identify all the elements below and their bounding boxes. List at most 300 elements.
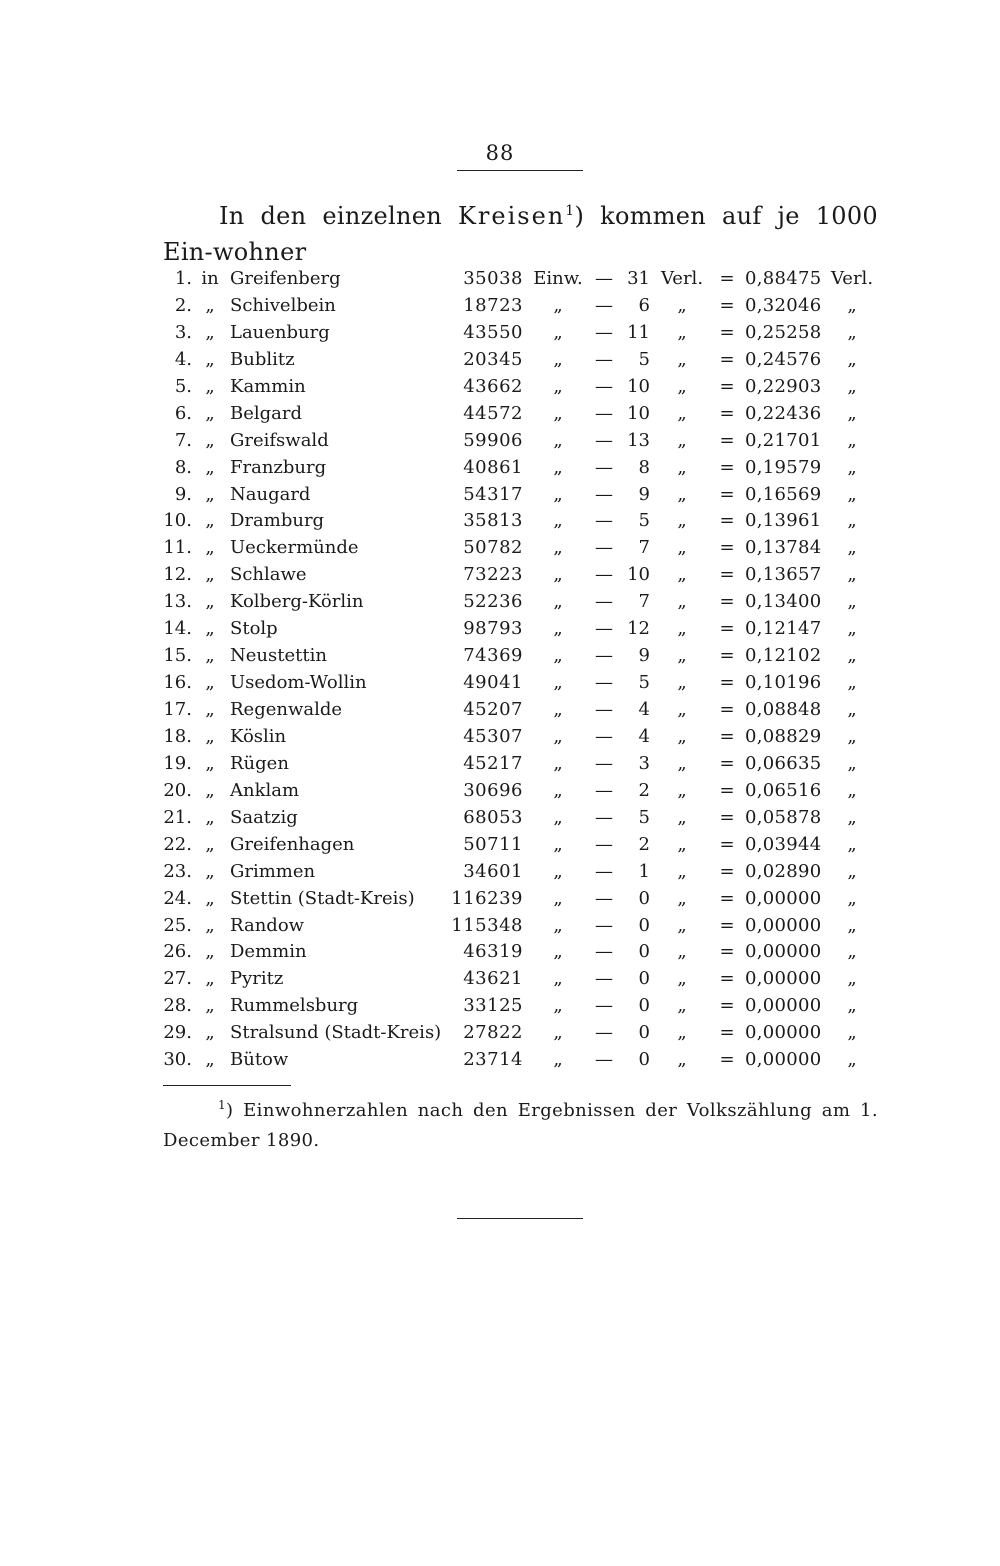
rate-unit: „ xyxy=(847,564,857,586)
table-row xyxy=(0,455,1000,482)
offence-unit: „ xyxy=(677,995,687,1017)
offence-unit: „ xyxy=(677,645,687,667)
offence-count: 0 xyxy=(638,1022,650,1044)
offence-count: 2 xyxy=(638,833,650,855)
table-row xyxy=(0,1047,1000,1074)
row-number: 4. xyxy=(174,348,192,370)
rate-unit: „ xyxy=(847,645,857,667)
table-row xyxy=(0,966,1000,993)
offence-count: 1 xyxy=(638,860,650,882)
dash: — xyxy=(595,483,613,505)
dash: — xyxy=(595,537,613,559)
dash: — xyxy=(595,321,613,343)
population-unit: „ xyxy=(553,968,563,990)
equals-sign: = xyxy=(719,1049,735,1071)
equals-sign: = xyxy=(719,483,735,505)
offence-count: 4 xyxy=(638,725,650,747)
population-unit: „ xyxy=(553,321,563,343)
offence-unit: „ xyxy=(677,294,687,316)
row-number: 28. xyxy=(163,995,192,1017)
population: 54317 xyxy=(463,483,523,505)
rate-per-1000: 0,22903 xyxy=(745,375,822,397)
row-prefix: „ xyxy=(205,510,215,532)
rate-per-1000: 0,12102 xyxy=(745,645,822,667)
row-number: 2. xyxy=(174,294,192,316)
rate-per-1000: 0,08848 xyxy=(745,699,822,720)
population: 43662 xyxy=(463,375,523,397)
population-unit: „ xyxy=(553,564,563,586)
table-row xyxy=(0,347,1000,374)
population-unit: „ xyxy=(553,348,563,370)
equals-sign: = xyxy=(719,645,735,667)
offence-unit: „ xyxy=(677,779,687,801)
dash: — xyxy=(595,402,613,424)
dash: — xyxy=(595,294,613,316)
equals-sign: = xyxy=(719,591,735,613)
row-number: 30. xyxy=(163,1049,192,1071)
rate-unit: „ xyxy=(847,914,857,936)
rate-unit: „ xyxy=(847,510,857,532)
table-row xyxy=(0,939,1000,966)
heading-text-start: In den einzelnen xyxy=(219,202,443,230)
rate-per-1000: 0,00000 xyxy=(745,914,822,936)
rate-unit: „ xyxy=(847,483,857,505)
rate-unit: „ xyxy=(847,537,857,559)
offence-unit: „ xyxy=(677,752,687,774)
population: 49041 xyxy=(463,672,523,694)
district-name: Greifenberg xyxy=(230,268,341,289)
population: 43621 xyxy=(463,968,523,990)
table-row xyxy=(0,697,1000,724)
table-row xyxy=(0,401,1000,428)
district-name: Belgard xyxy=(230,402,303,424)
rate-unit: „ xyxy=(847,887,857,909)
row-number: 23. xyxy=(163,860,192,882)
row-number: 1. xyxy=(174,268,192,289)
table-row xyxy=(0,266,1000,293)
population: 43550 xyxy=(463,321,523,343)
dash: — xyxy=(595,887,613,909)
offence-unit: „ xyxy=(677,860,687,882)
offence-unit: „ xyxy=(677,699,687,720)
rate-per-1000: 0,10196 xyxy=(745,672,822,694)
population-unit: „ xyxy=(553,645,563,667)
equals-sign: = xyxy=(719,725,735,747)
dash: — xyxy=(595,699,613,720)
offence-unit: „ xyxy=(677,537,687,559)
equals-sign: = xyxy=(719,672,735,694)
row-prefix: „ xyxy=(205,1049,215,1071)
population-unit: „ xyxy=(553,294,563,316)
offence-count: 9 xyxy=(638,645,650,667)
dash: — xyxy=(595,672,613,694)
equals-sign: = xyxy=(719,860,735,882)
offence-unit: „ xyxy=(677,941,687,963)
dash: — xyxy=(595,1022,613,1044)
rate-per-1000: 0,16569 xyxy=(745,483,822,505)
population-unit: „ xyxy=(553,887,563,909)
row-number: 27. xyxy=(163,968,192,990)
table-row xyxy=(0,832,1000,859)
offence-count: 5 xyxy=(638,672,650,694)
population-unit: „ xyxy=(553,483,563,505)
rate-unit: „ xyxy=(847,618,857,640)
offence-unit: Verl. xyxy=(660,268,704,289)
offence-unit: „ xyxy=(677,1022,687,1044)
district-name: Bütow xyxy=(230,1049,289,1071)
row-number: 19. xyxy=(163,752,192,774)
dash: — xyxy=(595,752,613,774)
rate-unit: „ xyxy=(847,456,857,478)
row-prefix: „ xyxy=(205,806,215,828)
rate-unit: „ xyxy=(847,294,857,316)
population-unit: „ xyxy=(553,537,563,559)
row-prefix: „ xyxy=(205,887,215,909)
rate-per-1000: 0,24576 xyxy=(745,348,822,370)
population: 44572 xyxy=(463,402,523,424)
table-row xyxy=(0,724,1000,751)
offence-count: 7 xyxy=(638,591,650,613)
district-name: Lauenburg xyxy=(230,321,330,343)
population: 18723 xyxy=(463,294,523,316)
rate-unit: „ xyxy=(847,699,857,720)
district-name: Neustettin xyxy=(230,645,327,667)
row-number: 13. xyxy=(163,591,192,613)
population-unit: „ xyxy=(553,591,563,613)
population-unit: „ xyxy=(553,860,563,882)
row-number: 24. xyxy=(163,887,192,909)
district-name: Greifswald xyxy=(230,429,329,451)
row-number: 21. xyxy=(163,806,192,828)
offence-unit: „ xyxy=(677,375,687,397)
table-row xyxy=(0,859,1000,886)
population-unit: Einw. xyxy=(533,268,583,289)
dash: — xyxy=(595,968,613,990)
population: 59906 xyxy=(463,429,523,451)
row-prefix: „ xyxy=(205,941,215,963)
row-prefix: „ xyxy=(205,645,215,667)
population-unit: „ xyxy=(553,456,563,478)
equals-sign: = xyxy=(719,618,735,640)
dash: — xyxy=(595,429,613,451)
closing-rule xyxy=(457,1218,583,1219)
district-name: Naugard xyxy=(230,483,311,505)
row-prefix: „ xyxy=(205,699,215,720)
population: 73223 xyxy=(463,564,523,586)
population-unit: „ xyxy=(553,995,563,1017)
row-prefix: „ xyxy=(205,914,215,936)
dash: — xyxy=(595,348,613,370)
rate-per-1000: 0,88475 xyxy=(745,268,822,289)
population: 45307 xyxy=(463,725,523,747)
row-number: 8. xyxy=(174,456,192,478)
population-unit: „ xyxy=(553,510,563,532)
population: 30696 xyxy=(463,779,523,801)
district-name: Schlawe xyxy=(230,564,307,586)
equals-sign: = xyxy=(719,402,735,424)
population: 74369 xyxy=(463,645,523,667)
row-number: 11. xyxy=(163,537,192,559)
rate-unit: „ xyxy=(847,968,857,990)
equals-sign: = xyxy=(719,968,735,990)
rate-per-1000: 0,25258 xyxy=(745,321,822,343)
offence-count: 12 xyxy=(627,618,650,640)
offence-count: 8 xyxy=(638,456,650,478)
equals-sign: = xyxy=(719,375,735,397)
rate-per-1000: 0,13784 xyxy=(745,537,822,559)
rate-per-1000: 0,00000 xyxy=(745,1022,822,1044)
row-number: 3. xyxy=(174,321,192,343)
population-unit: „ xyxy=(553,779,563,801)
offence-count: 4 xyxy=(638,699,650,720)
table-row xyxy=(0,428,1000,455)
offence-count: 0 xyxy=(638,968,650,990)
population-unit: „ xyxy=(553,672,563,694)
equals-sign: = xyxy=(719,294,735,316)
district-name: Pyritz xyxy=(230,968,284,990)
row-number: 14. xyxy=(163,618,192,640)
table-row xyxy=(0,589,1000,616)
rate-per-1000: 0,21701 xyxy=(745,429,822,451)
rate-unit: „ xyxy=(847,833,857,855)
rate-unit: „ xyxy=(847,348,857,370)
offence-unit: „ xyxy=(677,725,687,747)
table-row xyxy=(0,993,1000,1020)
dash: — xyxy=(595,375,613,397)
equals-sign: = xyxy=(719,941,735,963)
rate-unit: „ xyxy=(847,752,857,774)
district-name: Regenwalde xyxy=(230,699,343,720)
offence-unit: „ xyxy=(677,564,687,586)
row-prefix: „ xyxy=(205,456,215,478)
district-name: Bublitz xyxy=(230,348,295,370)
offence-unit: „ xyxy=(677,672,687,694)
footnote-reference: 1 xyxy=(565,203,575,219)
rate-per-1000: 0,02890 xyxy=(745,860,822,882)
population-unit: „ xyxy=(553,375,563,397)
offence-unit: „ xyxy=(677,510,687,532)
offence-unit: „ xyxy=(677,402,687,424)
offence-unit: „ xyxy=(677,348,687,370)
equals-sign: = xyxy=(719,914,735,936)
rate-unit: „ xyxy=(847,375,857,397)
footnote-marker: 1 xyxy=(218,1098,227,1112)
population-unit: „ xyxy=(553,1049,563,1071)
rate-per-1000: 0,00000 xyxy=(745,941,822,963)
row-number: 12. xyxy=(163,564,192,586)
offence-unit: „ xyxy=(677,321,687,343)
district-name: Köslin xyxy=(230,725,287,747)
table-row xyxy=(0,293,1000,320)
equals-sign: = xyxy=(719,510,735,532)
district-name: Stralsund (Stadt-Kreis) xyxy=(230,1022,442,1044)
offence-count: 5 xyxy=(638,348,650,370)
offence-count: 10 xyxy=(627,564,650,586)
population: 23714 xyxy=(463,1049,523,1071)
dash: — xyxy=(595,860,613,882)
table-row xyxy=(0,886,1000,913)
population-unit: „ xyxy=(553,806,563,828)
row-prefix: „ xyxy=(205,348,215,370)
population-unit: „ xyxy=(553,752,563,774)
row-prefix: „ xyxy=(205,779,215,801)
row-prefix: „ xyxy=(205,860,215,882)
rate-unit: „ xyxy=(847,321,857,343)
dash: — xyxy=(595,618,613,640)
equals-sign: = xyxy=(719,833,735,855)
heading-emphasis: Kreisen xyxy=(458,202,566,230)
offence-unit: „ xyxy=(677,429,687,451)
population-unit: „ xyxy=(553,914,563,936)
offence-count: 10 xyxy=(627,402,650,424)
district-name: Rummelsburg xyxy=(230,995,359,1017)
offence-count: 31 xyxy=(627,268,650,289)
district-name: Stolp xyxy=(230,618,278,640)
offence-count: 3 xyxy=(638,752,650,774)
row-prefix: „ xyxy=(205,564,215,586)
row-number: 15. xyxy=(163,645,192,667)
population: 33125 xyxy=(463,995,523,1017)
table-row xyxy=(0,616,1000,643)
equals-sign: = xyxy=(719,699,735,720)
population: 115348 xyxy=(451,914,523,936)
district-name: Ueckermünde xyxy=(230,537,359,559)
district-name: Greifenhagen xyxy=(230,833,355,855)
row-prefix: „ xyxy=(205,752,215,774)
rate-per-1000: 0,13961 xyxy=(745,510,822,532)
offence-unit: „ xyxy=(677,968,687,990)
population-unit: „ xyxy=(553,699,563,720)
row-number: 9. xyxy=(174,483,192,505)
rate-unit: „ xyxy=(847,725,857,747)
offence-count: 0 xyxy=(638,995,650,1017)
population-unit: „ xyxy=(553,725,563,747)
offence-count: 2 xyxy=(638,779,650,801)
offence-count: 0 xyxy=(638,941,650,963)
rate-unit: „ xyxy=(847,779,857,801)
rate-unit: „ xyxy=(847,672,857,694)
dash: — xyxy=(595,941,613,963)
table-row xyxy=(0,643,1000,670)
row-number: 25. xyxy=(163,914,192,936)
rate-unit: „ xyxy=(847,941,857,963)
row-prefix: „ xyxy=(205,591,215,613)
dash: — xyxy=(595,779,613,801)
row-number: 29. xyxy=(163,1022,192,1044)
offence-count: 7 xyxy=(638,537,650,559)
population: 45217 xyxy=(463,752,523,774)
offence-unit: „ xyxy=(677,914,687,936)
offence-count: 13 xyxy=(627,429,650,451)
row-prefix: „ xyxy=(205,294,215,316)
equals-sign: = xyxy=(719,1022,735,1044)
dash: — xyxy=(595,510,613,532)
dash: — xyxy=(595,725,613,747)
rate-unit: „ xyxy=(847,591,857,613)
footnote xyxy=(163,1096,878,1156)
district-name: Anklam xyxy=(230,779,300,801)
rate-unit: „ xyxy=(847,429,857,451)
dash: — xyxy=(595,833,613,855)
table-row xyxy=(0,508,1000,535)
table-row xyxy=(0,751,1000,778)
rate-per-1000: 0,00000 xyxy=(745,887,822,909)
offence-count: 0 xyxy=(638,887,650,909)
row-prefix: „ xyxy=(205,968,215,990)
offence-count: 10 xyxy=(627,375,650,397)
dash: — xyxy=(595,645,613,667)
equals-sign: = xyxy=(719,752,735,774)
row-number: 16. xyxy=(163,672,192,694)
population: 20345 xyxy=(463,348,523,370)
equals-sign: = xyxy=(719,806,735,828)
dash: — xyxy=(595,806,613,828)
dash: — xyxy=(595,268,613,289)
rate-unit: „ xyxy=(847,995,857,1017)
table-row xyxy=(0,670,1000,697)
equals-sign: = xyxy=(719,348,735,370)
rate-per-1000: 0,05878 xyxy=(745,806,822,828)
offence-unit: „ xyxy=(677,887,687,909)
dash: — xyxy=(595,995,613,1017)
district-name: Kolberg-Körlin xyxy=(230,591,364,613)
district-name: Schivelbein xyxy=(230,294,336,316)
row-prefix: „ xyxy=(205,1022,215,1044)
population: 35038 xyxy=(463,268,523,289)
dash: — xyxy=(595,914,613,936)
equals-sign: = xyxy=(719,995,735,1017)
district-name: Demmin xyxy=(230,941,307,963)
rate-unit: „ xyxy=(847,860,857,882)
row-prefix: „ xyxy=(205,618,215,640)
district-name: Usedom-Wollin xyxy=(230,672,367,694)
table-row xyxy=(0,1020,1000,1047)
dash: — xyxy=(595,564,613,586)
population: 50711 xyxy=(463,833,523,855)
dash: — xyxy=(595,1049,613,1071)
district-name: Franzburg xyxy=(230,456,327,478)
population-unit: „ xyxy=(553,833,563,855)
rate-unit: „ xyxy=(847,806,857,828)
row-number: 7. xyxy=(174,429,192,451)
row-number: 10. xyxy=(163,510,192,532)
rate-unit: „ xyxy=(847,1022,857,1044)
dash: — xyxy=(595,456,613,478)
rate-per-1000: 0,19579 xyxy=(745,456,822,478)
offence-unit: „ xyxy=(677,591,687,613)
equals-sign: = xyxy=(719,456,735,478)
rate-per-1000: 0,03944 xyxy=(745,833,822,855)
rate-per-1000: 0,08829 xyxy=(745,725,822,747)
offence-unit: „ xyxy=(677,806,687,828)
row-prefix: „ xyxy=(205,725,215,747)
equals-sign: = xyxy=(719,429,735,451)
offence-unit: „ xyxy=(677,833,687,855)
offence-count: 6 xyxy=(638,294,650,316)
district-table xyxy=(0,266,1000,1074)
row-prefix: „ xyxy=(205,833,215,855)
rate-unit: Verl. xyxy=(830,268,874,289)
population-unit: „ xyxy=(553,429,563,451)
rate-unit: „ xyxy=(847,402,857,424)
rate-per-1000: 0,32046 xyxy=(745,294,822,316)
row-number: 6. xyxy=(174,402,192,424)
population: 98793 xyxy=(463,618,523,640)
population: 35813 xyxy=(463,510,523,532)
rate-per-1000: 0,06635 xyxy=(745,752,822,774)
rate-per-1000: 0,00000 xyxy=(745,995,822,1017)
population: 45207 xyxy=(463,699,523,720)
